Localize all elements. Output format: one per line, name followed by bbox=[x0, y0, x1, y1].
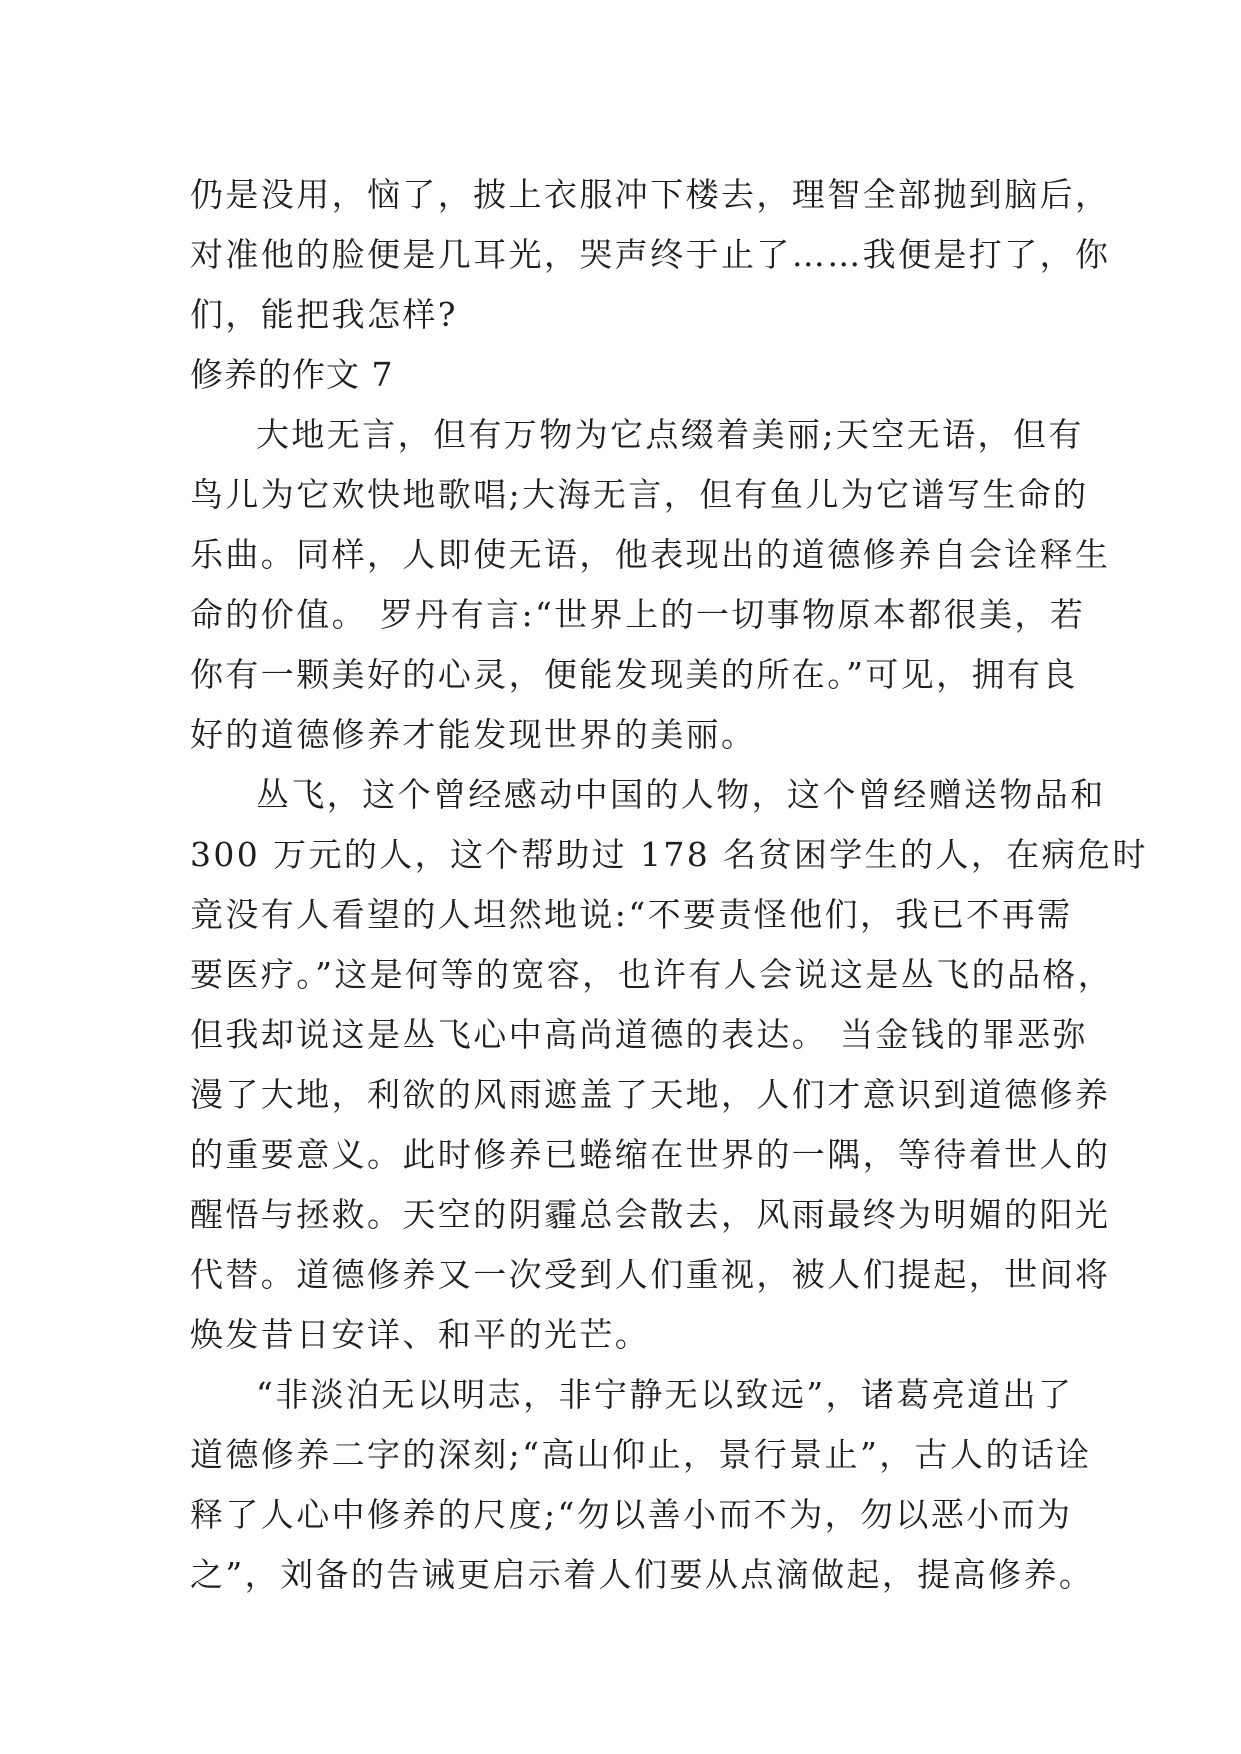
text-line: 命的价值。 罗丹有言:“世界上的一切事物原本都很美，若 bbox=[190, 595, 1086, 634]
text-line: 醒悟与拯救。天空的阴霾总会散去，风雨最终为明媚的阳光 bbox=[190, 1195, 1111, 1234]
text-line: 鸟儿为它欢快地歌唱;大海无言，但有鱼儿为它谱写生命的 bbox=[190, 475, 1089, 514]
text-line: 乐曲。同样，人即使无语，他表现出的道德修养自会诠释生 bbox=[190, 535, 1111, 574]
text-line: 大地无言，但有万物为它点缀着美丽;天空无语，但有 bbox=[256, 415, 1084, 454]
text-line: 代替。道德修养又一次受到人们重视，被人们提起，世间将 bbox=[190, 1255, 1111, 1294]
text-line: 道德修养二字的深刻;“高山仰止，景行景止”，古人的话诠 bbox=[190, 1435, 1092, 1474]
text-line: 好的道德修养才能发现世界的美丽。 bbox=[190, 715, 757, 754]
section-title: 修养的作文 7 bbox=[190, 355, 394, 394]
paragraph-2 bbox=[190, 765, 1148, 1365]
text-line: 的重要意义。此时修养已蜷缩在世界的一隅，等待着世人的 bbox=[190, 1135, 1111, 1174]
text-line: 对准他的脸便是几耳光，哭声终于止了……我便是打了，你 bbox=[190, 235, 1111, 274]
text-line: 漫了大地，利欲的风雨遮盖了天地，人们才意识到道德修养 bbox=[190, 1075, 1111, 1114]
paragraph-1 bbox=[190, 405, 1111, 765]
text-line: 300 万元的人，这个帮助过 178 名贫困学生的人，在病危时 bbox=[190, 835, 1148, 874]
text-line: 仍是没用，恼了，披上衣服冲下楼去，理智全部抛到脑后， bbox=[190, 175, 1111, 214]
paragraph-3 bbox=[190, 1365, 1095, 1605]
text-line: 丛飞，这个曾经感动中国的人物，这个曾经赠送物品和 bbox=[256, 775, 1106, 814]
text-line: 竟没有人看望的人坦然地说:“不要责怪他们，我已不再需 bbox=[190, 895, 1073, 934]
intro-paragraph bbox=[190, 165, 1111, 345]
text-line: 之”，刘备的告诫更启示着人们要从点滴做起，提高修养。 bbox=[190, 1555, 1095, 1594]
text-line: 焕发昔日安详、和平的光芒。 bbox=[190, 1315, 651, 1354]
text-line: “非淡泊无以明志，非宁静无以致远”，诸葛亮道出了 bbox=[256, 1375, 1074, 1414]
text-line: 释了人心中修养的尺度;“勿以善小而不为，勿以恶小而为 bbox=[190, 1495, 1073, 1534]
document-body bbox=[190, 165, 1148, 1605]
text-line: 你有一颗美好的心灵，便能发现美的所在。”可见，拥有良 bbox=[190, 655, 1078, 694]
text-line: 但我却说这是丛飞心中高尚道德的表达。 当金钱的罪恶弥 bbox=[190, 1015, 1088, 1054]
text-line: 要医疗。”这是何等的宽容，也许有人会说这是丛飞的品格， bbox=[190, 955, 1114, 994]
text-line: 们，能把我怎样? bbox=[190, 295, 458, 334]
